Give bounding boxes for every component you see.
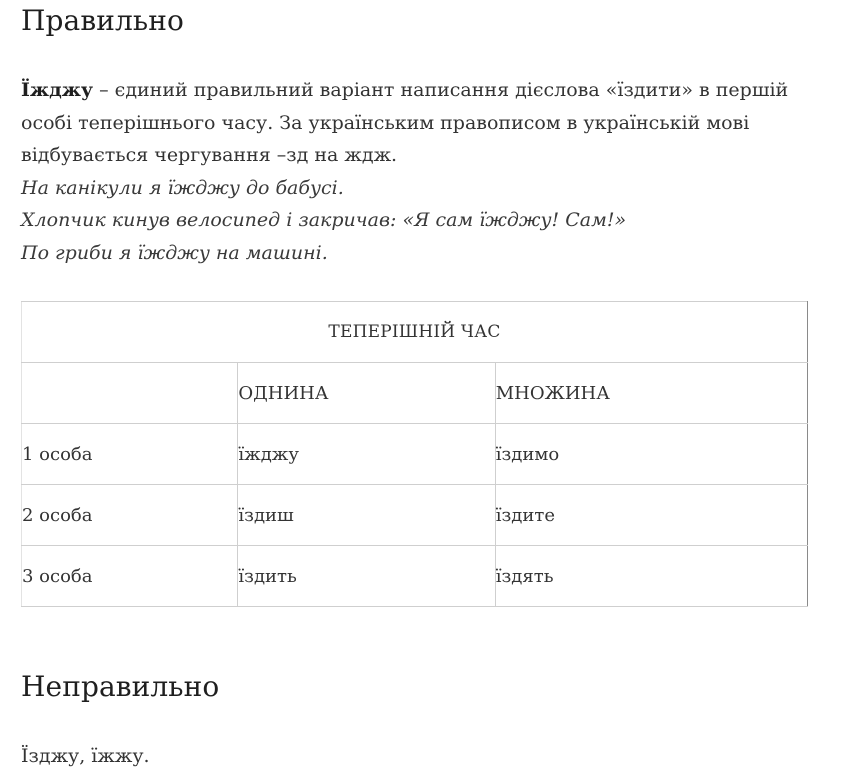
table-cell: їздить <box>238 546 495 607</box>
conjugation-table <box>21 301 808 607</box>
table-title-row <box>22 302 808 363</box>
explanation-line-2: особі теперішнього часу. За українським правописом в українській мові <box>21 111 750 134</box>
table-header-row <box>22 363 808 424</box>
table-cell: їздимо <box>495 424 807 485</box>
table-header-cell: МНОЖИНА <box>495 363 807 424</box>
explanation-block <box>21 74 791 269</box>
explanation-line-1: – єдиний правильний варіант написання дієслова «їздити» в першій <box>93 79 789 101</box>
example-sentence: По гриби я їжджу на машині. <box>21 241 328 264</box>
table-title: ТЕПЕРІШНІЙ ЧАС <box>22 302 808 363</box>
table-row <box>22 424 808 485</box>
table-cell: їздите <box>495 485 807 546</box>
example-sentence: На канікули я їжджу до бабусі. <box>21 176 344 199</box>
table-header-cell <box>22 363 238 424</box>
table-cell: їздять <box>495 546 807 607</box>
table-cell: їздиш <box>238 485 495 546</box>
explanation-paragraph <box>21 74 791 269</box>
correct-heading: Правильно <box>21 4 184 37</box>
table-cell: 3 особа <box>22 546 238 607</box>
example-sentence: Хлопчик кинув велосипед і закричав: «Я сам їжджу! Сам!» <box>21 209 627 231</box>
table-row <box>22 546 808 607</box>
table-header-cell: ОДНИНА <box>238 363 495 424</box>
table-row <box>22 485 808 546</box>
explanation-line-3: відбувається чергування –зд на ждж. <box>21 144 398 166</box>
table-cell: 2 особа <box>22 485 238 546</box>
table-cell: 1 особа <box>22 424 238 485</box>
highlight-word: Їжджу <box>21 79 94 101</box>
wrong-variants-text: Їзджу, їжжу. <box>21 745 150 767</box>
table-cell: їжджу <box>238 424 495 485</box>
wrong-heading: Неправильно <box>21 670 220 703</box>
